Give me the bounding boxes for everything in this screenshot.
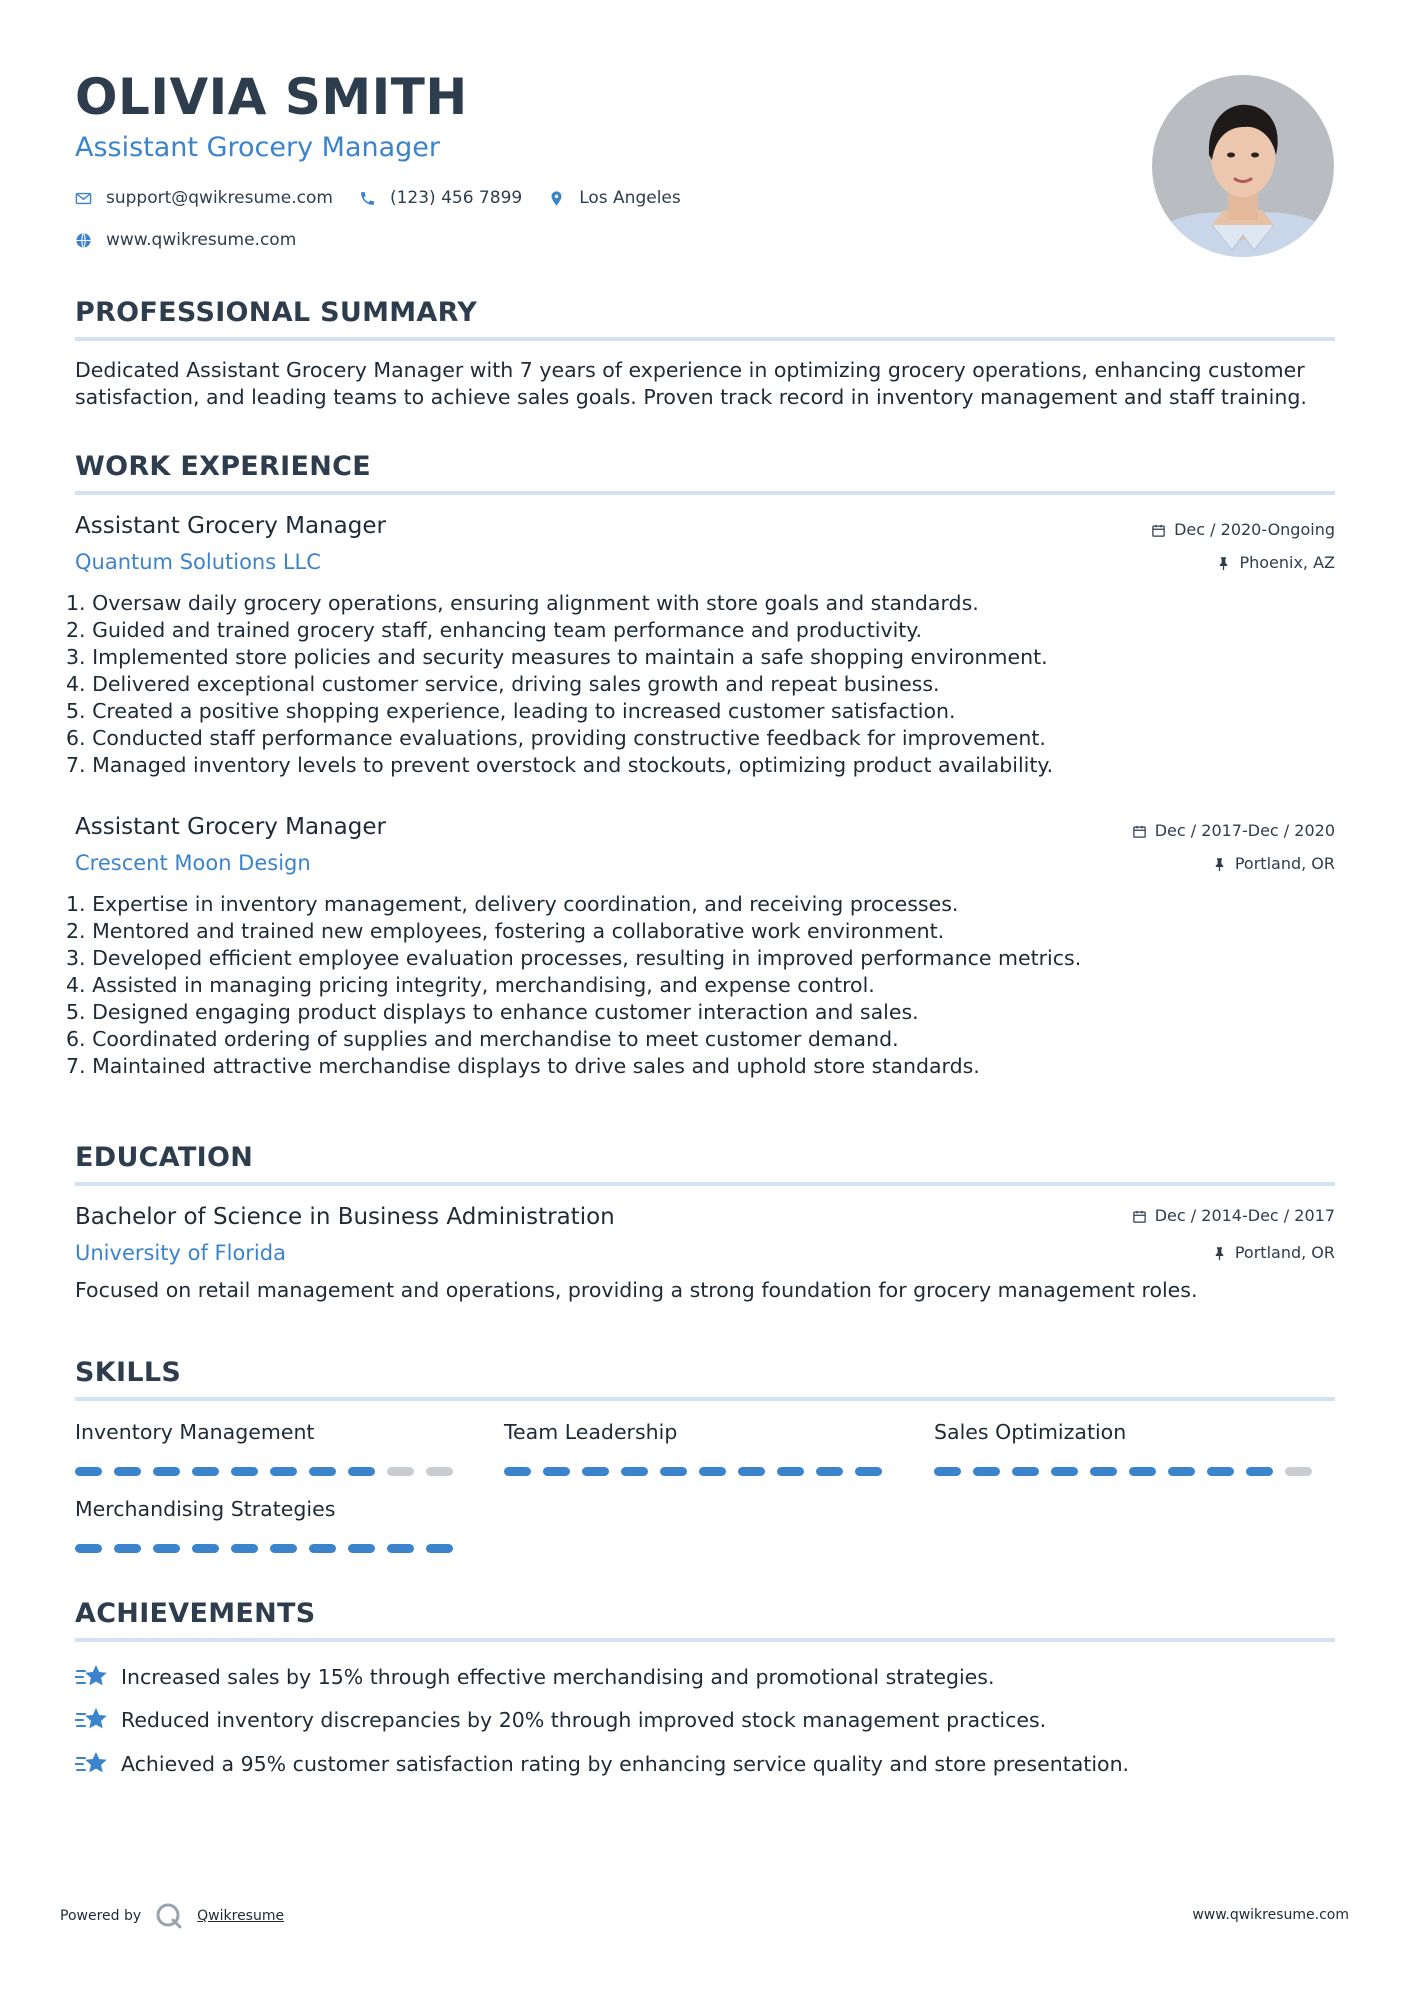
powered-by-label: Powered by: [60, 1908, 142, 1924]
job-company: Crescent Moon Design: [75, 851, 311, 875]
skill-dash-empty: [1285, 1467, 1312, 1476]
education-location: [1212, 1245, 1335, 1261]
job-location: [1216, 555, 1335, 571]
skill-dash-filled: [777, 1467, 804, 1476]
list-item: 1. Expertise in inventory management, delivery coordination, and receiving processes.: [66, 892, 959, 916]
skills-heading: SKILLS: [75, 1357, 182, 1388]
achievements-section: [75, 1600, 1335, 1627]
education-divider: [75, 1182, 1335, 1186]
skill-dash-filled: [934, 1467, 961, 1476]
skill-dash-filled: [153, 1544, 180, 1553]
skill-dash-filled: [192, 1467, 219, 1476]
envelope-icon: [75, 190, 92, 207]
list-item: 5. Designed engaging product displays to enhance customer interaction and sales.: [66, 1000, 919, 1024]
job-title: Assistant Grocery Manager: [75, 513, 386, 539]
footer-url[interactable]: www.qwikresume.com: [1192, 1907, 1349, 1923]
qwikresume-logo-icon: [155, 1902, 183, 1930]
summary-line: Dedicated Assistant Grocery Manager with 7 years of experience in optimizing grocery operations, enhancing customer: [75, 358, 1305, 382]
skill-dash-filled: [738, 1467, 765, 1476]
star-award-icon: [75, 1706, 109, 1734]
contact-location: [548, 188, 681, 208]
phone-icon: [359, 190, 376, 207]
skill-dash-filled: [816, 1467, 843, 1476]
job-dates: [1132, 823, 1335, 839]
job-dates: [1151, 522, 1335, 538]
skill-dash-filled: [699, 1467, 726, 1476]
skill-dash-filled: [621, 1467, 648, 1476]
job-company: Quantum Solutions LLC: [75, 550, 321, 574]
list-item: 4. Assisted in managing pricing integrity, merchandising, and expense control.: [66, 973, 875, 997]
experience-divider: [75, 491, 1335, 495]
skill-dash-filled: [114, 1544, 141, 1553]
achievements-heading: ACHIEVEMENTS: [75, 1598, 316, 1629]
degree-title: Bachelor of Science in Business Administration: [75, 1204, 615, 1230]
website-text: www.qwikresume.com: [106, 230, 297, 250]
contact-website[interactable]: [75, 230, 296, 250]
education-location-text: Portland, OR: [1234, 1243, 1335, 1262]
list-item: 3. Implemented store policies and security measures to maintain a safe shopping environment.: [66, 645, 1048, 669]
skill-dash-filled: [114, 1467, 141, 1476]
summary-text: [75, 357, 1340, 411]
education-section: [75, 1144, 1335, 1171]
job-location-text: Portland, OR: [1234, 854, 1335, 873]
summary-heading: PROFESSIONAL SUMMARY: [75, 297, 478, 328]
calendar-icon: [1151, 523, 1166, 538]
achievement-item: [75, 1663, 994, 1691]
skill-level-bar: [75, 1544, 465, 1553]
achievement-text: Achieved a 95% customer satisfaction rating by enhancing service quality and store presentation.: [121, 1751, 1130, 1776]
skill-dash-filled: [387, 1544, 414, 1553]
contact-phone[interactable]: [359, 188, 522, 208]
profile-photo: [1152, 75, 1334, 257]
skill-dash-filled: [1012, 1467, 1039, 1476]
education-heading: EDUCATION: [75, 1142, 254, 1173]
skill-dash-filled: [543, 1467, 570, 1476]
skill-dash-filled: [855, 1467, 882, 1476]
skill-dash-filled: [153, 1467, 180, 1476]
candidate-name: OLIVIA SMITH: [75, 68, 468, 126]
list-item: 7. Maintained attractive merchandise displays to drive sales and uphold store standards.: [66, 1054, 980, 1078]
location-text: Los Angeles: [579, 188, 681, 208]
skill-dash-filled: [309, 1467, 336, 1476]
job-bullets: [66, 891, 1266, 1080]
skill-dash-filled: [192, 1544, 219, 1553]
map-pin-icon: [548, 190, 565, 207]
skill-dash-filled: [231, 1467, 258, 1476]
experience-heading: WORK EXPERIENCE: [75, 451, 371, 482]
skill-dash-filled: [504, 1467, 531, 1476]
star-award-icon: [75, 1663, 109, 1691]
experience-section: [75, 453, 1335, 480]
achievements-divider: [75, 1638, 1335, 1642]
pushpin-icon: [1212, 1246, 1227, 1261]
skill-dash-filled: [270, 1467, 297, 1476]
education-dates: [1132, 1208, 1335, 1224]
skill-dash-filled: [582, 1467, 609, 1476]
skill-dash-filled: [348, 1544, 375, 1553]
contact-row-1: [75, 188, 707, 208]
skill-dash-empty: [426, 1467, 453, 1476]
pushpin-icon: [1212, 857, 1227, 872]
list-item: 3. Developed efficient employee evaluation processes, resulting in improved performance metrics.: [66, 946, 1082, 970]
footer-brand-link[interactable]: Qwikresume: [197, 1908, 285, 1924]
skill-dash-empty: [387, 1467, 414, 1476]
skill-dash-filled: [231, 1544, 258, 1553]
job-location-text: Phoenix, AZ: [1239, 553, 1335, 572]
summary-divider: [75, 337, 1335, 341]
skill-name: Team Leadership: [504, 1420, 678, 1444]
skill-dash-filled: [348, 1467, 375, 1476]
skill-dash-filled: [309, 1544, 336, 1553]
pushpin-icon: [1216, 556, 1231, 571]
globe-icon: [75, 232, 92, 249]
skills-section: [75, 1359, 1335, 1386]
list-item: 4. Delivered exceptional customer service, driving sales growth and repeat business.: [66, 672, 940, 696]
job-title: Assistant Grocery Manager: [75, 814, 386, 840]
skill-dash-filled: [75, 1544, 102, 1553]
summary-section: [75, 299, 1335, 326]
footer-powered-by: [60, 1902, 284, 1930]
skill-dash-filled: [1090, 1467, 1117, 1476]
contact-email[interactable]: [75, 188, 333, 208]
list-item: 6. Coordinated ordering of supplies and merchandise to meet customer demand.: [66, 1027, 899, 1051]
skill-dash-filled: [1051, 1467, 1078, 1476]
skill-dash-filled: [270, 1544, 297, 1553]
calendar-icon: [1132, 1209, 1147, 1224]
job-location: [1212, 856, 1335, 872]
list-item: 2. Guided and trained grocery staff, enhancing team performance and productivity.: [66, 618, 923, 642]
summary-line: satisfaction, and leading teams to achieve sales goals. Proven track record in inventory management and staff training.: [75, 385, 1307, 409]
skill-name: Inventory Management: [75, 1420, 315, 1444]
list-item: 7. Managed inventory levels to prevent overstock and stockouts, optimizing product availability.: [66, 753, 1054, 777]
contact-row-2: [75, 230, 322, 250]
phone-text: (123) 456 7899: [389, 188, 523, 208]
star-award-icon: [75, 1750, 109, 1778]
job-bullets: [66, 590, 1266, 779]
skill-level-bar: [75, 1467, 465, 1476]
skill-dash-filled: [1207, 1467, 1234, 1476]
job-dates-text: Dec / 2017-Dec / 2020: [1154, 821, 1335, 840]
list-item: 5. Created a positive shopping experience, leading to increased customer satisfaction.: [66, 699, 956, 723]
achievement-text: Reduced inventory discrepancies by 20% through improved stock management practices.: [121, 1707, 1047, 1732]
list-item: 6. Conducted staff performance evaluations, providing constructive feedback for improvement.: [66, 726, 1046, 750]
achievement-text: Increased sales by 15% through effective merchandising and promotional strategies.: [121, 1664, 995, 1689]
skill-level-bar: [934, 1467, 1324, 1476]
email-text: support@qwikresume.com: [106, 188, 333, 208]
calendar-icon: [1132, 824, 1147, 839]
list-item: 2. Mentored and trained new employees, fostering a collaborative work environment.: [66, 919, 945, 943]
education-description: Focused on retail management and operations, providing a strong foundation for grocery management roles.: [75, 1278, 1198, 1302]
skill-dash-filled: [426, 1544, 453, 1553]
achievement-item: [75, 1706, 1046, 1734]
skill-dash-filled: [660, 1467, 687, 1476]
skill-dash-filled: [1168, 1467, 1195, 1476]
skills-divider: [75, 1397, 1335, 1401]
candidate-role: Assistant Grocery Manager: [75, 132, 441, 163]
skill-dash-filled: [1246, 1467, 1273, 1476]
skill-name: Sales Optimization: [934, 1420, 1127, 1444]
achievement-item: [75, 1750, 1129, 1778]
skill-dash-filled: [75, 1467, 102, 1476]
list-item: 1. Oversaw daily grocery operations, ensuring alignment with store goals and standards.: [66, 591, 979, 615]
skill-dash-filled: [973, 1467, 1000, 1476]
education-dates-text: Dec / 2014-Dec / 2017: [1154, 1206, 1335, 1225]
school-name: University of Florida: [75, 1241, 286, 1265]
skill-name: Merchandising Strategies: [75, 1497, 336, 1521]
job-dates-text: Dec / 2020-Ongoing: [1174, 520, 1335, 539]
skill-dash-filled: [1129, 1467, 1156, 1476]
skill-level-bar: [504, 1467, 894, 1476]
